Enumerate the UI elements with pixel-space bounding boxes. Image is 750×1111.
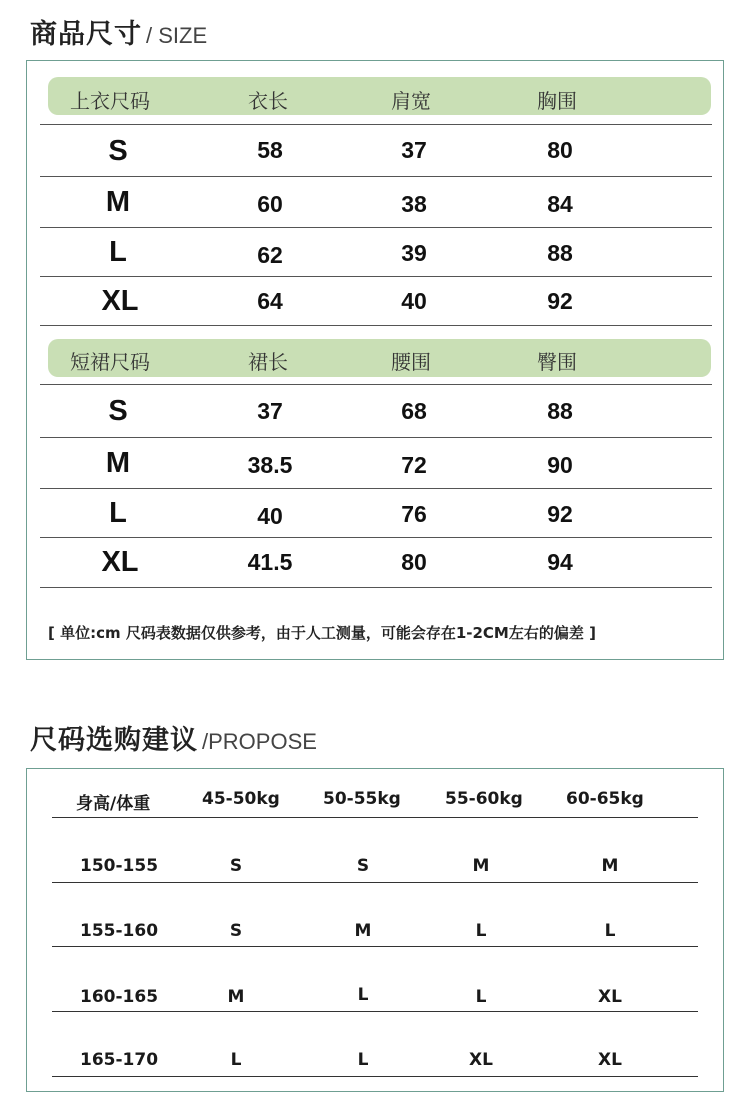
propose-header-height-weight: 身高/体重 <box>76 794 151 814</box>
skirt-row-waist: 76 <box>401 501 427 527</box>
propose-table-rule <box>52 1076 698 1077</box>
top-row-shoulder: 38 <box>401 191 427 217</box>
top-row-length: 58 <box>257 137 283 163</box>
skirt-row-length: 40 <box>257 503 283 529</box>
propose-header-weight-3: 55-60kg <box>445 789 523 809</box>
top-table-rule <box>40 176 712 177</box>
top-header-size: 上衣尺码 <box>70 89 150 113</box>
propose-header-weight-2: 50-55kg <box>323 789 401 809</box>
top-row-size: L <box>109 236 127 268</box>
top-table-rule <box>40 227 712 228</box>
top-row-length: 62 <box>257 242 283 268</box>
skirt-header-waist: 腰围 <box>391 350 431 374</box>
propose-row-size: S <box>229 921 243 941</box>
top-table-rule <box>40 325 712 326</box>
propose-row-height: 160-165 <box>80 987 159 1007</box>
top-row-size: XL <box>101 285 139 317</box>
skirt-row-waist: 72 <box>401 452 427 478</box>
propose-row-size: M <box>601 856 619 876</box>
top-row-length: 64 <box>257 288 283 314</box>
propose-row-height: 150-155 <box>80 856 159 876</box>
propose-row-size: S <box>229 856 243 876</box>
size-section-title <box>30 12 207 51</box>
propose-header-weight-4: 60-65kg <box>566 789 644 809</box>
skirt-row-hip: 92 <box>547 501 573 527</box>
propose-header-weight-1: 45-50kg <box>202 789 280 809</box>
propose-row-size: L <box>475 987 487 1007</box>
size-subtitle: / SIZE <box>146 23 208 48</box>
skirt-header-size: 短裙尺码 <box>70 350 150 374</box>
skirt-row-hip: 94 <box>547 549 573 575</box>
top-table-rule <box>40 276 712 277</box>
top-row-bust: 88 <box>547 240 573 266</box>
propose-row-size: M <box>227 987 245 1007</box>
propose-table-rule <box>52 946 698 947</box>
skirt-table-rule <box>40 437 712 438</box>
propose-row-height: 155-160 <box>80 921 159 941</box>
propose-section-title <box>30 718 317 757</box>
propose-row-size: L <box>357 985 369 1005</box>
skirt-table-rule <box>40 587 712 588</box>
propose-row-size: XL <box>598 1050 622 1070</box>
top-table-rule <box>40 124 712 125</box>
top-row-bust: 84 <box>547 191 573 217</box>
top-row-size: M <box>105 186 131 218</box>
top-header-bust: 胸围 <box>537 89 577 113</box>
top-row-bust: 80 <box>547 137 573 163</box>
top-row-shoulder: 40 <box>401 288 427 314</box>
skirt-row-hip: 88 <box>547 398 573 424</box>
propose-title: 尺码选购建议 <box>30 725 198 756</box>
top-row-bust: 92 <box>547 288 573 314</box>
propose-row-size: XL <box>598 987 622 1007</box>
top-header-length: 衣长 <box>248 89 288 113</box>
propose-row-size: L <box>475 921 487 941</box>
skirt-row-waist: 80 <box>401 549 427 575</box>
top-header-shoulder: 肩宽 <box>391 89 431 113</box>
skirt-row-size: XL <box>101 546 139 578</box>
skirt-row-length: 38.5 <box>247 452 293 478</box>
skirt-row-hip: 90 <box>547 452 573 478</box>
propose-table-rule <box>52 882 698 883</box>
propose-table-rule <box>52 817 698 818</box>
top-row-length: 60 <box>257 191 283 217</box>
propose-row-height: 165-170 <box>80 1050 159 1070</box>
propose-row-size: XL <box>469 1050 493 1070</box>
propose-row-size: L <box>357 1050 369 1070</box>
skirt-row-size: M <box>105 447 131 479</box>
skirt-row-waist: 68 <box>401 398 427 424</box>
propose-row-size: L <box>230 1050 242 1070</box>
propose-row-size: S <box>356 856 370 876</box>
propose-table-rule <box>52 1011 698 1012</box>
top-row-shoulder: 39 <box>401 240 427 266</box>
top-row-size: S <box>108 135 128 167</box>
propose-row-size: L <box>604 921 616 941</box>
skirt-table-rule <box>40 537 712 538</box>
skirt-table-rule <box>40 488 712 489</box>
propose-row-size: M <box>354 921 372 941</box>
propose-subtitle: /PROPOSE <box>202 729 317 754</box>
measurement-note: [ 单位:cm 尺码表数据仅供参考，由于人工测量，可能会存在1-2CM左右的偏差 ] <box>48 624 596 642</box>
skirt-header-length: 裙长 <box>248 350 288 374</box>
skirt-row-size: L <box>109 497 127 529</box>
skirt-row-length: 37 <box>257 398 283 424</box>
skirt-row-size: S <box>108 395 128 427</box>
skirt-table-rule <box>40 384 712 385</box>
skirt-header-hip: 臀围 <box>537 350 577 374</box>
skirt-row-length: 41.5 <box>247 549 293 575</box>
propose-row-size: M <box>472 856 490 876</box>
top-row-shoulder: 37 <box>401 137 427 163</box>
size-title: 商品尺寸 <box>30 19 142 50</box>
